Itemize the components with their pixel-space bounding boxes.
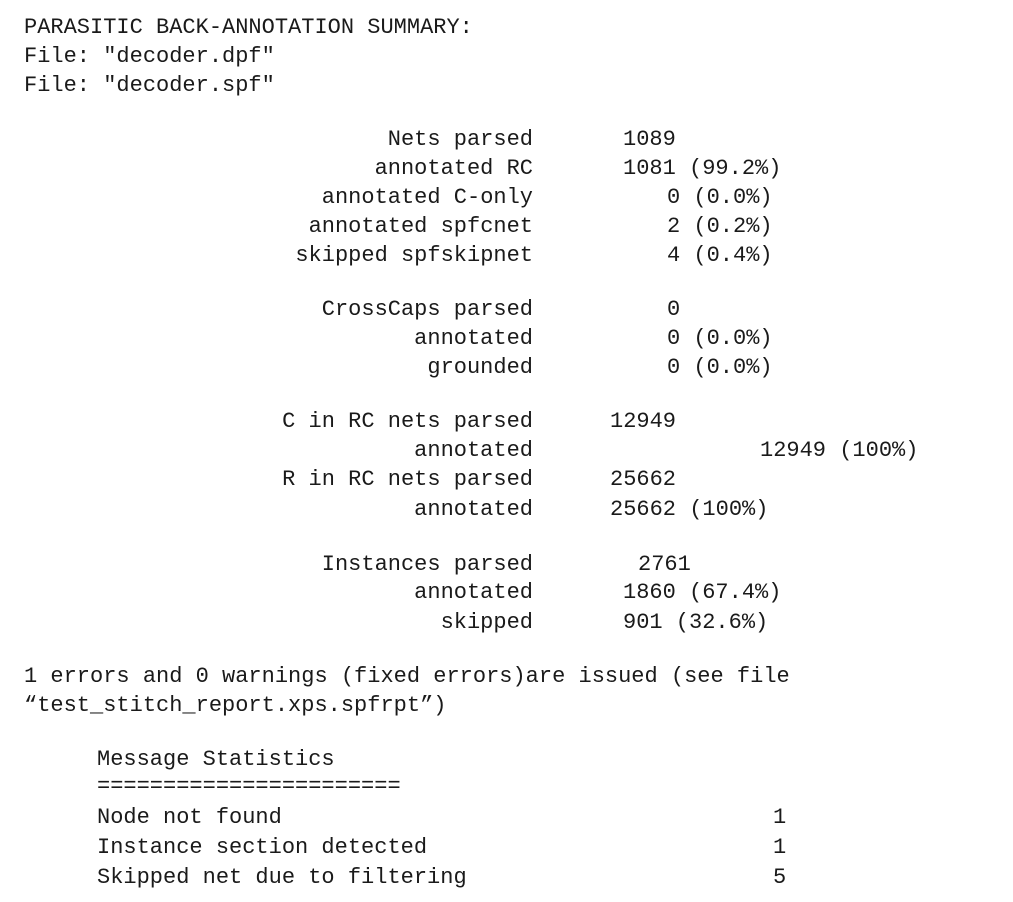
instances-annotated-value: 1860 (67.4%) — [623, 580, 782, 605]
stats-title: Message Statistics — [97, 747, 335, 772]
c-in-rc-annotated-value: 12949 (100%) — [760, 438, 919, 463]
crosscaps-grounded-label: grounded — [427, 355, 533, 380]
stats-row-count: 5 — [773, 865, 787, 890]
c-in-rc-annotated-label: annotated — [414, 438, 533, 463]
skipped-spfskipnet-label: skipped spfskipnet — [295, 243, 533, 268]
annotated-rc-label: annotated RC — [374, 156, 533, 181]
c-in-rc-parsed-label: C in RC nets parsed — [282, 409, 533, 434]
annotated-c-only-value: 0 (0.0%) — [667, 185, 773, 210]
stats-row-label: Node not found — [97, 805, 282, 830]
instances-skipped-label: skipped — [440, 610, 533, 635]
crosscaps-parsed-label: CrossCaps parsed — [321, 297, 533, 322]
nets-parsed-label: Nets parsed — [387, 127, 533, 152]
stats-divider: ======================= — [97, 774, 401, 799]
errors-line-2: “test_stitch_report.xps.spfrpt”) — [24, 693, 447, 718]
c-in-rc-parsed-value: 12949 — [610, 409, 677, 434]
skipped-spfskipnet-value: 4 (0.4%) — [667, 243, 773, 268]
report-title: PARASITIC BACK-ANNOTATION SUMMARY: — [24, 15, 473, 40]
instances-parsed-label: Instances parsed — [321, 552, 533, 577]
stats-row-count: 1 — [773, 835, 787, 860]
stats-row-label: Skipped net due to filtering — [97, 865, 467, 890]
file-spf: File: "decoder.spf" — [24, 73, 275, 98]
r-in-rc-parsed-label: R in RC nets parsed — [282, 467, 533, 492]
annotated-spfcnet-label: annotated spfcnet — [308, 214, 533, 239]
instances-annotated-label: annotated — [414, 580, 533, 605]
crosscaps-parsed-value: 0 — [667, 297, 681, 322]
annotated-rc-value: 1081 (99.2%) — [623, 156, 782, 181]
file-dpf: File: "decoder.dpf" — [24, 44, 275, 69]
crosscaps-annotated-label: annotated — [414, 326, 533, 351]
stats-row-label: Instance section detected — [97, 835, 428, 860]
nets-parsed-value: 1089 — [623, 127, 676, 152]
crosscaps-annotated-value: 0 (0.0%) — [667, 326, 773, 351]
errors-line-1: 1 errors and 0 warnings (fixed errors)are issued (see file — [24, 664, 790, 689]
annotated-c-only-label: annotated C-only — [321, 185, 533, 210]
instances-parsed-value: 2761 — [638, 552, 691, 577]
r-in-rc-annotated-value: 25662 (100%) — [610, 497, 769, 522]
r-in-rc-annotated-label: annotated — [414, 497, 533, 522]
crosscaps-grounded-value: 0 (0.0%) — [667, 355, 773, 380]
r-in-rc-parsed-value: 25662 — [610, 467, 677, 492]
instances-skipped-value: 901 (32.6%) — [623, 610, 769, 635]
annotated-spfcnet-value: 2 (0.2%) — [667, 214, 773, 239]
stats-row-count: 1 — [773, 805, 787, 830]
